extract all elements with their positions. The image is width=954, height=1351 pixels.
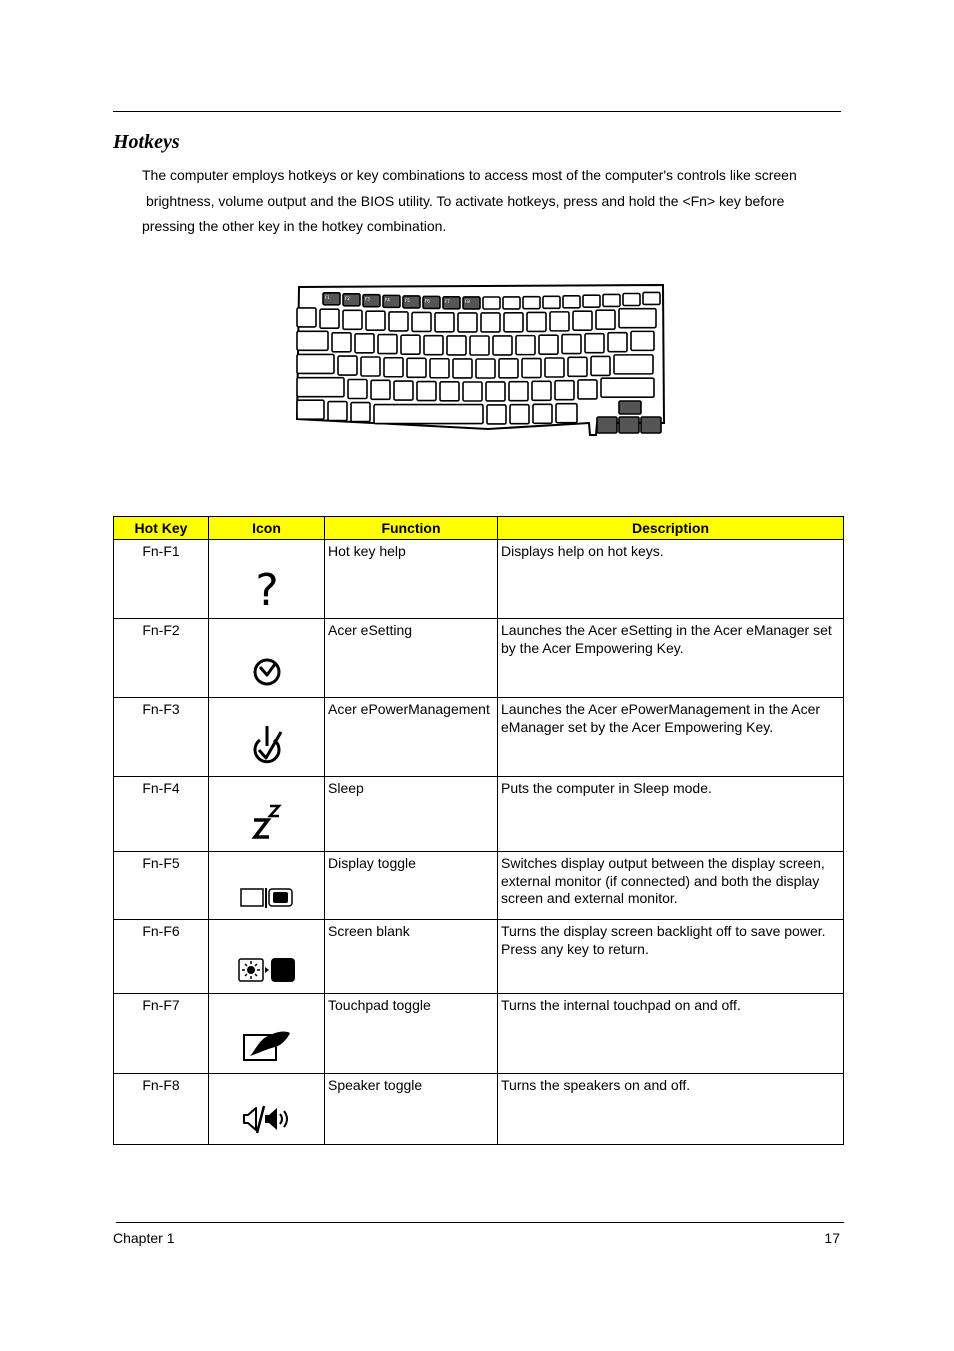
function-cell: Screen blank	[325, 920, 498, 994]
keyboard-key	[440, 382, 459, 401]
keyboard-key	[389, 312, 408, 331]
keyboard-key	[351, 403, 370, 422]
function-key-label: F7	[445, 298, 450, 304]
keyboard-key	[366, 311, 385, 330]
keyboard-key	[378, 335, 397, 354]
keyboard-key	[543, 296, 560, 308]
keyboard-key	[585, 334, 604, 353]
keyboard-key	[355, 334, 374, 353]
screen-blank-icon	[238, 957, 296, 983]
function-key-label: F4	[385, 297, 390, 303]
keyboard-key	[568, 357, 587, 376]
keyboard-key	[499, 359, 518, 378]
speaker-toggle-icon	[242, 1104, 292, 1134]
arrow-key-left	[597, 417, 617, 433]
keyboard-key	[332, 333, 351, 352]
keyboard-key	[631, 331, 654, 350]
keyboard-key	[608, 333, 627, 352]
column-header-hot-key: Hot Key	[114, 517, 209, 540]
intro-line: The computer employs hotkeys or key combinations to access most of the computer's controls like screen	[142, 167, 797, 183]
hot-key-cell: Fn-F1	[114, 540, 209, 619]
keyboard-key	[328, 402, 347, 421]
keyboard-key	[374, 405, 483, 424]
keyboard-key	[556, 404, 577, 423]
keyboard-key	[297, 308, 316, 327]
keyboard-key	[539, 335, 558, 354]
section-title: Hotkeys	[113, 131, 180, 153]
keyboard-key	[371, 380, 390, 399]
display-toggle-icon	[240, 887, 294, 909]
keyboard-key	[394, 381, 413, 400]
keyboard-key	[643, 292, 660, 304]
arrow-key-right	[641, 417, 661, 433]
keyboard-key	[522, 359, 541, 378]
keyboard-keys	[297, 285, 664, 435]
keyboard-key	[487, 405, 506, 424]
keyboard-key	[343, 310, 362, 329]
table-row	[114, 1074, 844, 1145]
keyboard-key	[453, 359, 472, 378]
arrow-key-down	[619, 417, 639, 433]
column-header-description: Description	[498, 517, 844, 540]
keyboard-key	[596, 310, 615, 329]
description-cell: Launches the Acer ePowerManagement in the Acer eManager set by the Acer Empowering Key.	[498, 698, 844, 777]
function-cell: Display toggle	[325, 852, 498, 920]
table-row	[114, 540, 844, 619]
keyboard-key	[563, 296, 580, 308]
keyboard-key	[407, 358, 426, 377]
keyboard-key	[493, 336, 512, 355]
function-key-label: F5	[405, 297, 410, 303]
description-cell: Displays help on hot keys.	[498, 540, 844, 619]
keyboard-key	[510, 405, 529, 424]
description-cell: Puts the computer in Sleep mode.	[498, 777, 844, 852]
keyboard-key	[619, 309, 656, 328]
esetting-icon	[251, 655, 283, 687]
keyboard-key	[516, 336, 535, 355]
header-rule	[113, 111, 841, 112]
function-cell: Hot key help	[325, 540, 498, 619]
hot-key-cell: Fn-F6	[114, 920, 209, 994]
function-key-label: F6	[425, 298, 430, 304]
keyboard-key	[470, 336, 489, 355]
function-key-label: F3	[365, 296, 370, 302]
sleep-icon	[251, 803, 283, 841]
keyboard-key	[435, 313, 454, 332]
column-header-icon: Icon	[209, 517, 325, 540]
keyboard-key	[447, 336, 466, 355]
keyboard-key	[523, 297, 540, 309]
keyboard-key	[297, 331, 328, 350]
footer-chapter: Chapter 1	[113, 1230, 175, 1246]
function-cell: Touchpad toggle	[325, 994, 498, 1074]
keyboard-key	[481, 313, 500, 332]
description-cell: Turns the speakers on and off.	[498, 1074, 844, 1145]
column-header-function: Function	[325, 517, 498, 540]
keyboard-key	[297, 378, 344, 397]
keyboard-key	[503, 297, 520, 309]
table-row	[114, 777, 844, 852]
keyboard-key	[384, 358, 403, 377]
keyboard-diagram	[293, 283, 667, 438]
hotkey-table	[113, 516, 844, 1145]
keyboard-key	[555, 381, 574, 400]
description-cell: Turns the display screen backlight off to save power. Press any key to return.	[498, 920, 844, 994]
function-key-label: F8	[465, 298, 470, 304]
keyboard-key	[623, 293, 640, 305]
keyboard-key	[401, 335, 420, 354]
keyboard-key	[463, 382, 482, 401]
keyboard-key	[562, 335, 581, 354]
keyboard-key	[533, 404, 552, 423]
keyboard-key	[583, 295, 600, 307]
keyboard-key	[532, 381, 551, 400]
function-key-label: F2	[345, 295, 350, 301]
keyboard-key	[578, 380, 597, 399]
keyboard-key	[297, 400, 324, 419]
function-cell: Sleep	[325, 777, 498, 852]
footer-rule	[116, 1222, 844, 1223]
hot-key-cell: Fn-F5	[114, 852, 209, 920]
keyboard-key	[603, 294, 620, 306]
hot-key-cell: Fn-F4	[114, 777, 209, 852]
hot-key-cell: Fn-F2	[114, 619, 209, 698]
keyboard-key	[430, 359, 449, 378]
function-cell: Acer eSetting	[325, 619, 498, 698]
function-cell: Speaker toggle	[325, 1074, 498, 1145]
keyboard-key	[338, 356, 357, 375]
hot-key-cell: Fn-F8	[114, 1074, 209, 1145]
keyboard-key	[361, 357, 380, 376]
keyboard-key	[545, 358, 564, 377]
keyboard-key	[348, 379, 367, 398]
svg-text:?: ?	[254, 568, 279, 608]
touchpad-icon	[242, 1027, 292, 1063]
question-mark-icon	[251, 568, 283, 608]
table-row	[114, 852, 844, 920]
keyboard-key	[504, 313, 523, 332]
table-row	[114, 698, 844, 777]
keyboard-key	[509, 382, 528, 401]
epowermanagement-icon	[250, 724, 284, 766]
keyboard-key	[591, 356, 610, 375]
keyboard-key	[573, 311, 592, 330]
keyboard-key	[320, 309, 339, 328]
keyboard-key	[424, 336, 443, 355]
keyboard-key	[486, 382, 505, 401]
keyboard-key	[527, 312, 546, 331]
intro-line: brightness, volume output and the BIOS utility. To activate hotkeys, press and hold the <Fn> key before	[146, 192, 785, 209]
keyboard-key	[297, 354, 334, 373]
hot-key-cell: Fn-F7	[114, 994, 209, 1074]
keyboard-key	[458, 313, 477, 332]
keyboard-key	[601, 378, 654, 397]
arrow-key-up	[619, 401, 641, 414]
description-cell: Switches display output between the display screen, external monitor (if connected) and both the display screen and external monitor.	[498, 852, 844, 920]
keyboard-key	[417, 382, 436, 401]
keyboard-key	[483, 297, 500, 309]
keyboard-key	[550, 312, 569, 331]
footer-page-number: 17	[824, 1230, 840, 1246]
function-cell: Acer ePowerManagement	[325, 698, 498, 777]
table-header-row	[114, 517, 844, 540]
table-row	[114, 619, 844, 698]
description-cell: Launches the Acer eSetting in the Acer eManager set by the Acer Empowering Key.	[498, 619, 844, 698]
function-key-label: F1	[325, 294, 330, 300]
table-row	[114, 994, 844, 1074]
intro-line: pressing the other key in the hotkey combination.	[142, 218, 447, 234]
keyboard-key	[412, 312, 431, 331]
description-cell: Turns the internal touchpad on and off.	[498, 994, 844, 1074]
keyboard-key	[614, 355, 653, 374]
intro-paragraph	[142, 163, 832, 240]
table-row	[114, 920, 844, 994]
keyboard-key	[476, 359, 495, 378]
hot-key-cell: Fn-F3	[114, 698, 209, 777]
